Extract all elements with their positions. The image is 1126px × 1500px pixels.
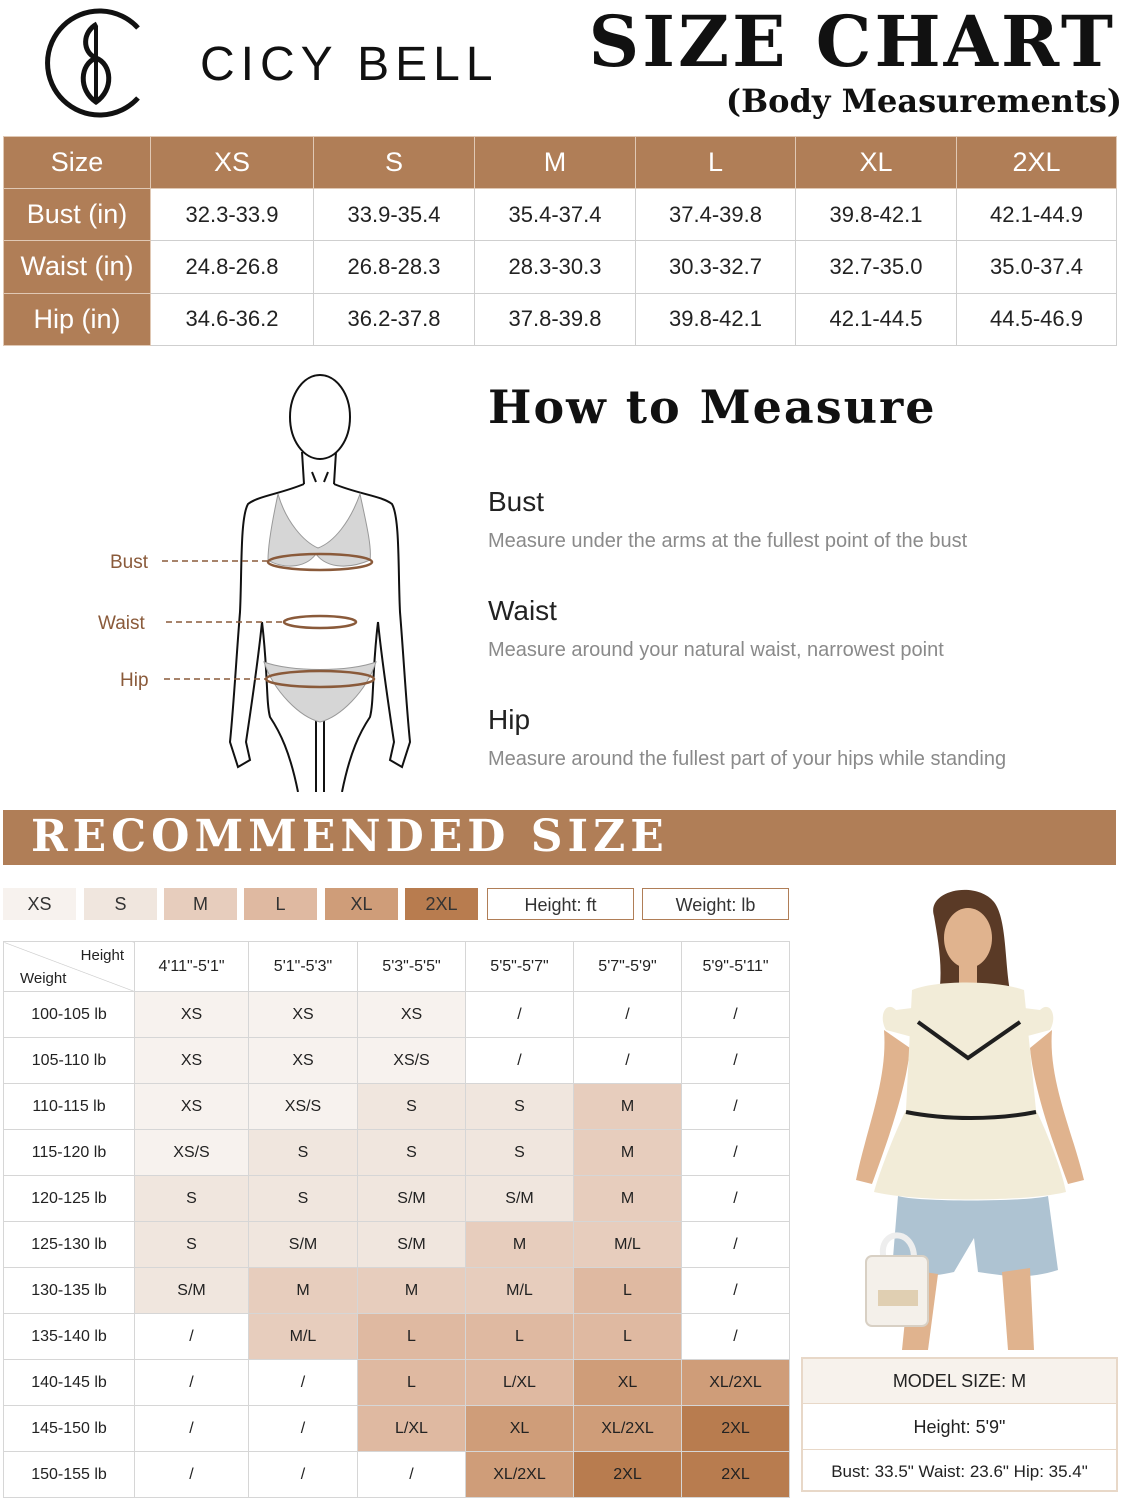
table-cell: 37.4-39.8	[636, 189, 796, 241]
size-cell: M/L	[574, 1222, 682, 1268]
table-cell: 42.1-44.5	[796, 293, 957, 345]
size-cell: L/XL	[358, 1406, 466, 1452]
table-cell: 44.5-46.9	[957, 293, 1117, 345]
body-figure-illustration	[90, 372, 450, 792]
table-row	[4, 1038, 790, 1084]
table-row	[4, 1084, 790, 1130]
weight-row-header: 125-130 lb	[4, 1222, 135, 1268]
size-cell: 2XL	[682, 1452, 790, 1498]
table-cell: 37.8-39.8	[475, 293, 636, 345]
size-cell: L	[466, 1314, 574, 1360]
model-photo	[826, 880, 1116, 1350]
column-header: 5'7"-5'9"	[574, 942, 682, 992]
size-cell: L/XL	[466, 1360, 574, 1406]
size-cell: /	[249, 1452, 358, 1498]
size-cell: /	[682, 1314, 790, 1360]
size-cell: S	[466, 1084, 574, 1130]
size-cell: S	[358, 1130, 466, 1176]
size-cell: S/M	[135, 1268, 249, 1314]
legend-xl: XL	[325, 888, 398, 920]
figure-label-hip: Hip	[120, 670, 149, 691]
size-cell: /	[682, 1268, 790, 1314]
column-header: 5'1"-5'3"	[249, 942, 358, 992]
size-cell: M/L	[466, 1268, 574, 1314]
size-cell: XL/2XL	[574, 1406, 682, 1452]
column-header: 5'9"-5'11"	[682, 942, 790, 992]
legend-height-unit: Height: ft	[487, 888, 634, 920]
measure-label-hip: Hip	[488, 704, 531, 735]
size-cell: M/L	[249, 1314, 358, 1360]
legend-m: M	[164, 888, 237, 920]
figure-label-waist: Waist	[98, 613, 145, 634]
table-row	[4, 1130, 790, 1176]
size-cell: /	[682, 992, 790, 1038]
size-cell: /	[466, 992, 574, 1038]
legend-s: S	[84, 888, 157, 920]
legend-weight-unit: Weight: lb	[642, 888, 789, 920]
table-header-row	[4, 137, 1117, 189]
table-cell: 24.8-26.8	[151, 241, 314, 293]
model-height: Height: 5'9"	[803, 1405, 1116, 1450]
table-cell: 35.4-37.4	[475, 189, 636, 241]
banner-title: RECOMMENDED SIZE	[31, 811, 669, 862]
size-cell: M	[574, 1130, 682, 1176]
column-header: L	[636, 137, 796, 189]
size-cell: /	[682, 1038, 790, 1084]
size-cell: S	[135, 1176, 249, 1222]
table-cell: 32.3-33.9	[151, 189, 314, 241]
column-header: 4'11"-5'1"	[135, 942, 249, 992]
column-header: Size	[4, 137, 151, 189]
size-cell: /	[135, 1406, 249, 1452]
weight-row-header: 110-115 lb	[4, 1084, 135, 1130]
table-row	[4, 1406, 790, 1452]
size-cell: S/M	[358, 1176, 466, 1222]
measure-desc-bust: Measure under the arms at the fullest point of the bust	[488, 530, 968, 552]
size-cell: M	[574, 1176, 682, 1222]
table-row	[4, 1452, 790, 1498]
size-cell: /	[249, 1360, 358, 1406]
size-cell: M	[358, 1268, 466, 1314]
table-row	[4, 189, 1117, 241]
corner-height-label: Height	[80, 947, 124, 964]
table-row	[4, 241, 1117, 293]
size-cell: L	[574, 1314, 682, 1360]
column-header: XS	[151, 137, 314, 189]
size-cell: S	[358, 1084, 466, 1130]
size-cell: XS	[249, 992, 358, 1038]
weight-row-header: 145-150 lb	[4, 1406, 135, 1452]
size-cell: S	[135, 1222, 249, 1268]
size-cell: /	[682, 1222, 790, 1268]
column-header: XL	[796, 137, 957, 189]
size-cell: XS	[358, 992, 466, 1038]
legend-l: L	[244, 888, 317, 920]
size-cell: /	[249, 1406, 358, 1452]
recommended-size-table	[3, 941, 790, 1498]
row-header: Hip (in)	[4, 293, 151, 345]
size-cell: XL	[574, 1360, 682, 1406]
size-cell: L	[358, 1314, 466, 1360]
table-cell: 39.8-42.1	[796, 189, 957, 241]
table-cell: 26.8-28.3	[314, 241, 475, 293]
table-corner-cell	[4, 942, 135, 992]
weight-row-header: 115-120 lb	[4, 1130, 135, 1176]
size-cell: M	[574, 1084, 682, 1130]
weight-row-header: 120-125 lb	[4, 1176, 135, 1222]
legend-xs: XS	[3, 888, 76, 920]
table-cell: 28.3-30.3	[475, 241, 636, 293]
body-measurement-table	[3, 136, 1117, 346]
size-cell: /	[574, 992, 682, 1038]
size-cell: XS/S	[135, 1130, 249, 1176]
table-row	[4, 992, 790, 1038]
column-header: M	[475, 137, 636, 189]
legend-2xl: 2XL	[405, 888, 478, 920]
table-row	[4, 293, 1117, 345]
size-cell: M	[249, 1268, 358, 1314]
size-cell: /	[466, 1038, 574, 1084]
column-header: 5'5"-5'7"	[466, 942, 574, 992]
table-row	[4, 1176, 790, 1222]
table-header-row	[4, 942, 790, 992]
table-cell: 35.0-37.4	[957, 241, 1117, 293]
size-cell: XL	[466, 1406, 574, 1452]
size-cell: XS/S	[358, 1038, 466, 1084]
table-cell: 36.2-37.8	[314, 293, 475, 345]
table-cell: 42.1-44.9	[957, 189, 1117, 241]
corner-weight-label: Weight	[20, 970, 67, 987]
how-to-measure-title: How to Measure	[488, 380, 937, 434]
size-cell: XS/S	[249, 1084, 358, 1130]
recommended-size-banner	[3, 810, 1116, 865]
size-cell: /	[135, 1360, 249, 1406]
model-measurements: Bust: 33.5" Waist: 23.6" Hip: 35.4"	[831, 1462, 1088, 1481]
size-cell: 2XL	[574, 1452, 682, 1498]
table-cell: 32.7-35.0	[796, 241, 957, 293]
weight-row-header: 135-140 lb	[4, 1314, 135, 1360]
column-header: 2XL	[957, 137, 1117, 189]
size-cell: XS	[135, 1038, 249, 1084]
size-cell: S/M	[466, 1176, 574, 1222]
page-subtitle: (Body Measurements)	[725, 82, 1122, 120]
table-row	[4, 1360, 790, 1406]
table-row	[4, 1314, 790, 1360]
size-cell: XS	[135, 1084, 249, 1130]
size-cell: S	[466, 1130, 574, 1176]
size-cell: L	[358, 1360, 466, 1406]
size-cell: XS	[135, 992, 249, 1038]
weight-row-header: 105-110 lb	[4, 1038, 135, 1084]
row-header: Waist (in)	[4, 241, 151, 293]
row-header: Bust (in)	[4, 189, 151, 241]
measure-desc-waist: Measure around your natural waist, narrowest point	[488, 639, 944, 661]
size-cell: XL/2XL	[682, 1360, 790, 1406]
weight-row-header: 150-155 lb	[4, 1452, 135, 1498]
table-row	[4, 1222, 790, 1268]
page-title: SIZE CHART	[588, 0, 1116, 83]
table-cell: 33.9-35.4	[314, 189, 475, 241]
size-cell: S/M	[249, 1222, 358, 1268]
size-cell: /	[135, 1452, 249, 1498]
table-cell: 30.3-32.7	[636, 241, 796, 293]
size-cell: L	[574, 1268, 682, 1314]
model-info-box	[801, 1357, 1118, 1492]
measure-label-bust: Bust	[488, 486, 545, 517]
size-cell: S/M	[358, 1222, 466, 1268]
figure-label-bust: Bust	[110, 552, 149, 573]
size-cell: S	[249, 1176, 358, 1222]
model-size: MODEL SIZE: M	[803, 1359, 1116, 1404]
brand-logo-mark	[38, 6, 156, 120]
size-cell: /	[358, 1452, 466, 1498]
brand-name: CICY BELL	[200, 38, 499, 91]
size-cell: /	[682, 1084, 790, 1130]
size-cell: /	[682, 1176, 790, 1222]
size-cell: M	[466, 1222, 574, 1268]
column-header: 5'3"-5'5"	[358, 942, 466, 992]
table-cell: 39.8-42.1	[636, 293, 796, 345]
size-cell: XL/2XL	[466, 1452, 574, 1498]
size-cell: 2XL	[682, 1406, 790, 1452]
measure-label-waist: Waist	[488, 595, 557, 626]
column-header: S	[314, 137, 475, 189]
weight-row-header: 130-135 lb	[4, 1268, 135, 1314]
size-cell: XS	[249, 1038, 358, 1084]
size-cell: /	[135, 1314, 249, 1360]
table-row	[4, 1268, 790, 1314]
table-cell: 34.6-36.2	[151, 293, 314, 345]
weight-row-header: 140-145 lb	[4, 1360, 135, 1406]
size-cell: S	[249, 1130, 358, 1176]
weight-row-header: 100-105 lb	[4, 992, 135, 1038]
size-cell: /	[682, 1130, 790, 1176]
size-cell: /	[574, 1038, 682, 1084]
measure-desc-hip: Measure around the fullest part of your hips while standing	[488, 748, 1007, 770]
